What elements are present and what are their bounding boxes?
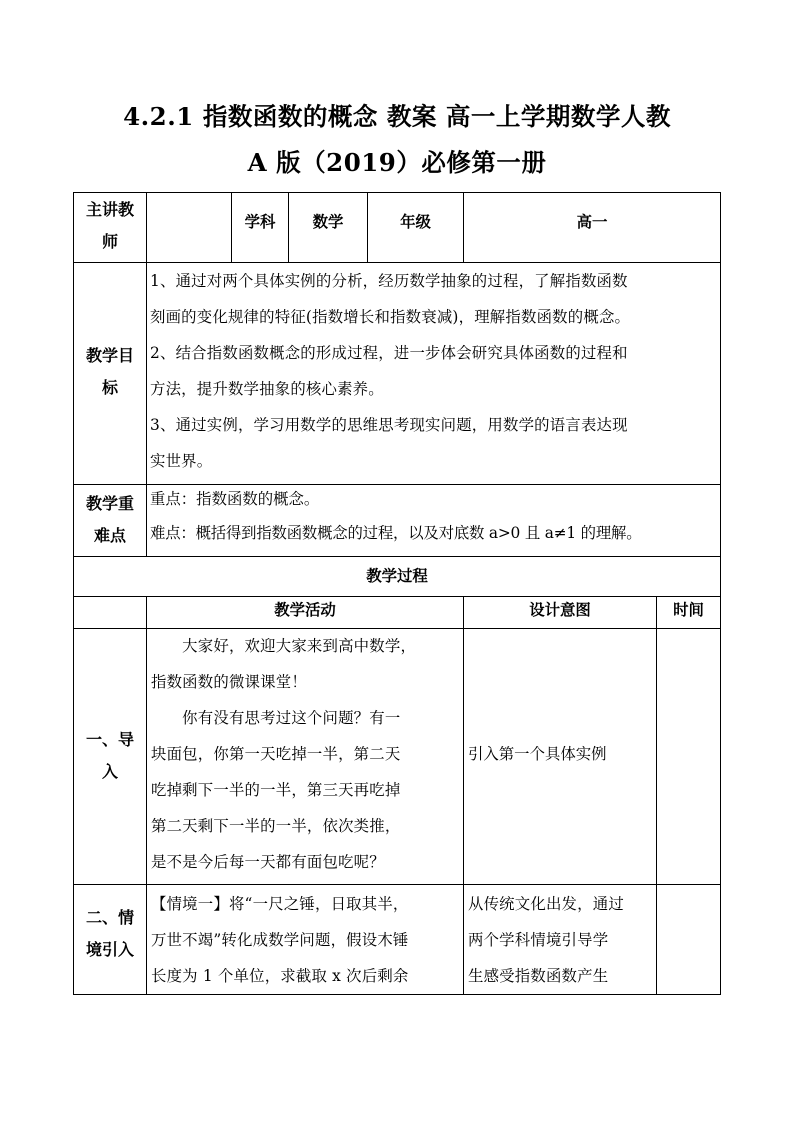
objectives-line: 实世界。 <box>150 452 213 470</box>
subject-value: 数学 <box>312 213 344 231</box>
objectives-line: 方法，提升数学抽象的核心素养。 <box>150 380 384 398</box>
scenario-line: 万世不竭”转化成数学问题，假设木锤 <box>151 931 409 949</box>
key-points-text <box>150 482 720 550</box>
intro-line: 是不是今后每一天都有面包吃呢？ <box>151 853 385 871</box>
teacher-label <box>74 194 146 258</box>
document-title-line-1: 4.2.1 指数函数的概念 教案 高一上学期数学人教 <box>123 102 671 131</box>
intro-line: 你有没有思考过这个问题？有一 <box>151 709 401 727</box>
key-points-label <box>74 488 146 552</box>
key-points-label-line-2: 难点 <box>93 526 126 545</box>
objectives-label-line-2: 标 <box>101 378 118 397</box>
scenario-label-line-2: 境引入 <box>85 940 134 959</box>
col-intent-header: 设计意图 <box>529 601 591 619</box>
process-heading: 教学过程 <box>366 567 428 585</box>
scenario-line: 【情境一】将“一尺之锤，日取其半， <box>151 895 409 913</box>
scenario-intent-line: 两个学科情境引导学 <box>468 931 609 949</box>
document-title-line-2: A 版（2019）必修第一册 <box>247 148 547 177</box>
scenario-label <box>74 902 146 966</box>
intro-line: 大家好，欢迎大家来到高中数学， <box>151 637 417 655</box>
objectives-line: 3、通过实例，学习用数学的思维思考现实问题，用数学的语言表达现 <box>150 416 628 434</box>
objectives-text <box>150 263 718 479</box>
key-points-focus: 重点：指数函数的概念。 <box>150 490 320 508</box>
intro-line: 块面包，你第一天吃掉一半，第二天 <box>151 745 401 763</box>
intro-label-line-1: 一、导 <box>85 730 134 749</box>
objectives-line: 1、通过对两个具体实例的分析，经历数学抽象的过程，了解指数函数 <box>150 272 628 290</box>
scenario-intent-text <box>468 886 656 994</box>
col-activity-header: 教学活动 <box>274 601 336 619</box>
intro-line: 第二天剩下一半的一半，依次类推， <box>151 817 401 835</box>
scenario-intent-line: 从传统文化出发，通过 <box>468 895 624 913</box>
intro-intent: 引入第一个具体实例 <box>468 745 607 763</box>
scenario-line: 长度为 1 个单位，求截取 x 次后剩余 <box>151 967 409 985</box>
intro-activity-text <box>151 628 463 880</box>
intro-label <box>74 724 146 788</box>
objectives-line: 2、结合指数函数概念的形成过程，进一步体会研究具体函数的过程和 <box>150 344 628 362</box>
scenario-activity-text <box>151 886 463 994</box>
objectives-line: 刻画的变化规律的特征(指数增长和指数衰减)，理解指数函数的概念。 <box>150 308 631 326</box>
key-points-label-line-1: 教学重 <box>85 494 134 513</box>
teacher-label-line-1: 主讲教 <box>85 200 134 219</box>
objectives-label-line-1: 教学目 <box>85 346 134 365</box>
grade-value: 高一 <box>576 213 608 231</box>
intro-line: 指数函数的微课课堂！ <box>151 673 307 691</box>
subject-label: 学科 <box>244 213 276 231</box>
intro-label-line-2: 入 <box>101 762 118 781</box>
grade-label: 年级 <box>400 213 431 231</box>
col-time-header: 时间 <box>673 601 704 619</box>
scenario-intent-line: 生感受指数函数产生 <box>468 967 609 985</box>
key-points-difficulty: 难点：概括得到指数函数概念的过程，以及对底数 a>0 且 a≠1 的理解。 <box>150 524 642 542</box>
objectives-label <box>74 340 146 404</box>
teacher-label-line-2: 师 <box>101 232 118 251</box>
scenario-label-line-1: 二、情 <box>85 908 134 927</box>
intro-line: 吃掉剩下一半的一半，第三天再吃掉 <box>151 781 401 799</box>
